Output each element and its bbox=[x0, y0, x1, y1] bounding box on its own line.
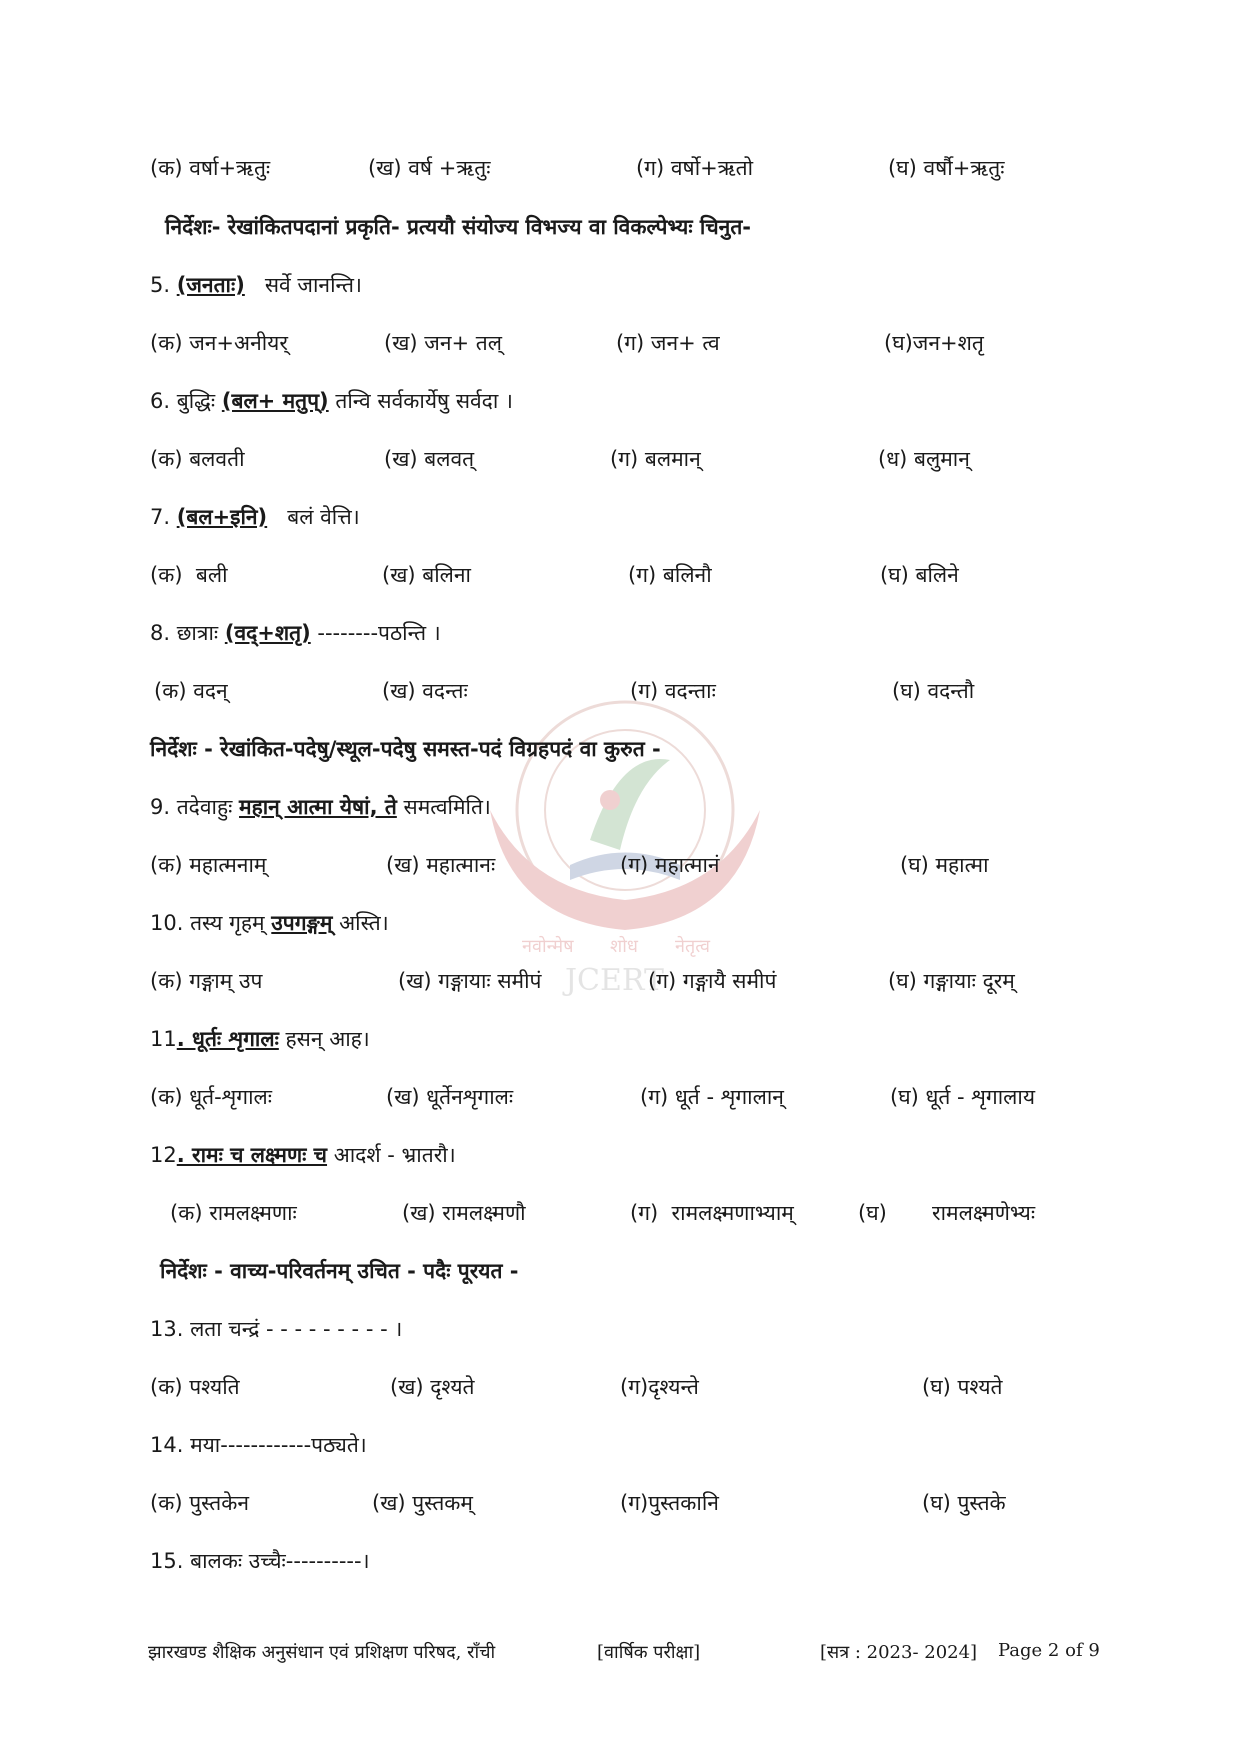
q10-text: अस्ति। bbox=[339, 911, 389, 935]
q14-option-ga: (ग)पुस्तकानि bbox=[620, 1491, 719, 1515]
q12-option-ga: (ग) रामलक्ष्मणाभ्याम् bbox=[630, 1201, 794, 1225]
q10-option-kha: (ख) गङ्गायाः समीपं bbox=[398, 969, 542, 993]
q11-number: 11 bbox=[150, 1027, 177, 1051]
q6-text: तन्वि सर्वकार्येषु सर्वदा । bbox=[335, 389, 513, 413]
q6-option-ga: (ग) बलमान् bbox=[610, 447, 701, 471]
q12-underlined-phrase: . रामः च लक्ष्मणः च bbox=[176, 1143, 328, 1167]
q10-prefix: 10. तस्य गृहम् bbox=[150, 911, 265, 935]
q13-option-ga: (ग)दृश्यन्ते bbox=[620, 1375, 699, 1399]
section-heading-suffix-text: निर्देशः- रेखांकितपदानां प्रकृति- प्रत्ययौ संयोज्य विभज्य वा विकल्पेभ्यः चिनुत- bbox=[165, 215, 752, 239]
footer-session: [सत्र : 2023- 2024] bbox=[820, 1642, 978, 1663]
q7-number: 7. bbox=[150, 505, 171, 529]
q6-underlined-word: (बल+ मतुप्) bbox=[221, 389, 329, 413]
q12-option-gha-text: रामलक्ष्मणेभ्यः bbox=[932, 1201, 1036, 1225]
q10-option-ka: (क) गङ्गाम् उप bbox=[150, 969, 263, 993]
q7-underlined-word: (बल+इनि) bbox=[176, 505, 268, 529]
q14-option-kha: (ख) पुस्तकम् bbox=[372, 1491, 473, 1515]
footer-council: झारखण्ड शैक्षिक अनुसंधान एवं प्रशिक्षण परिषद, राँची bbox=[148, 1642, 496, 1663]
q12-option-gha-label: (घ) bbox=[858, 1201, 887, 1225]
q9-prefix: 9. तदेवाहुः bbox=[150, 795, 233, 819]
q6-option-dha: (ध) बलुमान् bbox=[878, 447, 970, 471]
footer-page-number: Page 2 of 9 bbox=[998, 1640, 1100, 1661]
q11-underlined-phrase: . धूर्तः शृगालः bbox=[176, 1027, 279, 1051]
q6-option-ka: (क) बलवती bbox=[150, 447, 245, 471]
q11-option-ka: (क) धूर्त-शृगालः bbox=[150, 1085, 273, 1109]
q9-text: समत्वमिति। bbox=[403, 795, 491, 819]
q13-text: 13. लता चन्द्रं - - - - - - - - - । bbox=[150, 1317, 403, 1341]
q9-option-kha: (ख) महात्मानः bbox=[386, 853, 496, 877]
q5-underlined-word: (जनताः) bbox=[176, 273, 245, 297]
q5-option-kha: (ख) जन+ तल् bbox=[384, 331, 502, 355]
q9-option-ka: (क) महात्मनाम् bbox=[150, 853, 267, 877]
q9-option-gha: (घ) महात्मा bbox=[900, 853, 989, 877]
q13-option-kha: (ख) दृश्यते bbox=[390, 1375, 475, 1399]
q7-option-ga: (ग) बलिनौ bbox=[628, 563, 712, 587]
q5-text: सर्वे जानन्ति। bbox=[264, 273, 362, 297]
q5-option-ka: (क) जन+अनीयर् bbox=[150, 331, 288, 355]
q12-text: आदर्श - भ्रातरौ। bbox=[333, 1143, 456, 1167]
q15-text: 15. बालकः उच्चैः----------। bbox=[150, 1549, 370, 1573]
q12-option-ka: (क) रामलक्ष्मणाः bbox=[170, 1201, 297, 1225]
section-heading-vachya-text: निर्देशः - वाच्य-परिवर्तनम् उचित - पदैः पूरयत - bbox=[160, 1259, 519, 1283]
q13-option-gha: (घ) पश्यते bbox=[922, 1375, 1003, 1399]
q8-underlined-word: (वद्+शतृ) bbox=[224, 621, 311, 645]
q7-option-gha: (घ) बलिने bbox=[880, 563, 959, 587]
q4-option-gha: (घ) वर्षौ+ऋतुः bbox=[888, 156, 1005, 180]
q8-prefix: 8. छात्राः bbox=[150, 621, 219, 645]
q12-option-kha: (ख) रामलक्ष्मणौ bbox=[402, 1201, 526, 1225]
q10-option-gha: (घ) गङ्गायाः दूरम् bbox=[888, 969, 1015, 993]
q6-prefix: 6. बुद्धिः bbox=[150, 389, 216, 413]
q5-option-gha: (घ)जन+शतृ bbox=[884, 331, 984, 355]
q7-option-kha: (ख) बलिना bbox=[382, 563, 472, 587]
q8-option-kha: (ख) वदन्तः bbox=[382, 679, 468, 703]
q5-number: 5. bbox=[150, 273, 171, 297]
q10-option-ga: (ग) गङ्गायै समीपं bbox=[648, 969, 777, 993]
q9-underlined-phrase: महान् आत्मा येषां, ते bbox=[239, 795, 397, 819]
q14-text: 14. मया------------पठ्यते। bbox=[150, 1433, 367, 1457]
q14-option-ka: (क) पुस्तकेन bbox=[150, 1491, 250, 1515]
q4-option-ka: (क) वर्षा+ऋतुः bbox=[150, 156, 271, 180]
q11-option-ga: (ग) धूर्त - शृगालान् bbox=[640, 1085, 784, 1109]
footer-exam: [वार्षिक परीक्षा] bbox=[597, 1642, 701, 1663]
q7-text: बलं वेत्ति। bbox=[287, 505, 360, 529]
q7-option-ka: (क) बली bbox=[150, 563, 228, 587]
q4-option-kha: (ख) वर्ष +ऋतुः bbox=[368, 156, 491, 180]
q9-option-ga: (ग) महात्मानं bbox=[620, 853, 720, 877]
q11-option-kha: (ख) धूर्तेनशृगालः bbox=[386, 1085, 514, 1109]
q13-option-ka: (क) पश्यति bbox=[150, 1375, 240, 1399]
q4-option-ga: (ग) वर्षो+ऋतो bbox=[636, 156, 754, 180]
watermark-motto-3: नेतृत्व bbox=[675, 936, 711, 957]
watermark-motto-1: नवोन्मेष bbox=[522, 936, 574, 957]
q8-text: --------पठन्ति । bbox=[317, 621, 441, 645]
watermark-motto-2: शोध bbox=[610, 936, 638, 957]
q6-option-kha: (ख) बलवत् bbox=[384, 447, 475, 471]
section-heading-samas-text: निर्देशः - रेखांकित-पदेषु/स्थूल-पदेषु समस्त-पदं विग्रहपदं वा कुरुत - bbox=[150, 737, 661, 761]
q8-option-ka: (क) वदन् bbox=[154, 679, 228, 703]
q8-option-gha: (घ) वदन्तौ bbox=[892, 679, 975, 703]
q12-number: 12 bbox=[150, 1143, 177, 1167]
q8-option-ga: (ग) वदन्ताः bbox=[630, 679, 716, 703]
q5-option-ga: (ग) जन+ त्व bbox=[616, 331, 720, 355]
q10-underlined-word: उपगङ्गम् bbox=[271, 911, 333, 935]
q11-option-gha: (घ) धूर्त - शृगालाय bbox=[890, 1085, 1036, 1109]
watermark-logo-text: JCERT bbox=[565, 963, 664, 998]
q11-text: हसन् आह। bbox=[285, 1027, 370, 1051]
q14-option-gha: (घ) पुस्तके bbox=[922, 1491, 1006, 1515]
